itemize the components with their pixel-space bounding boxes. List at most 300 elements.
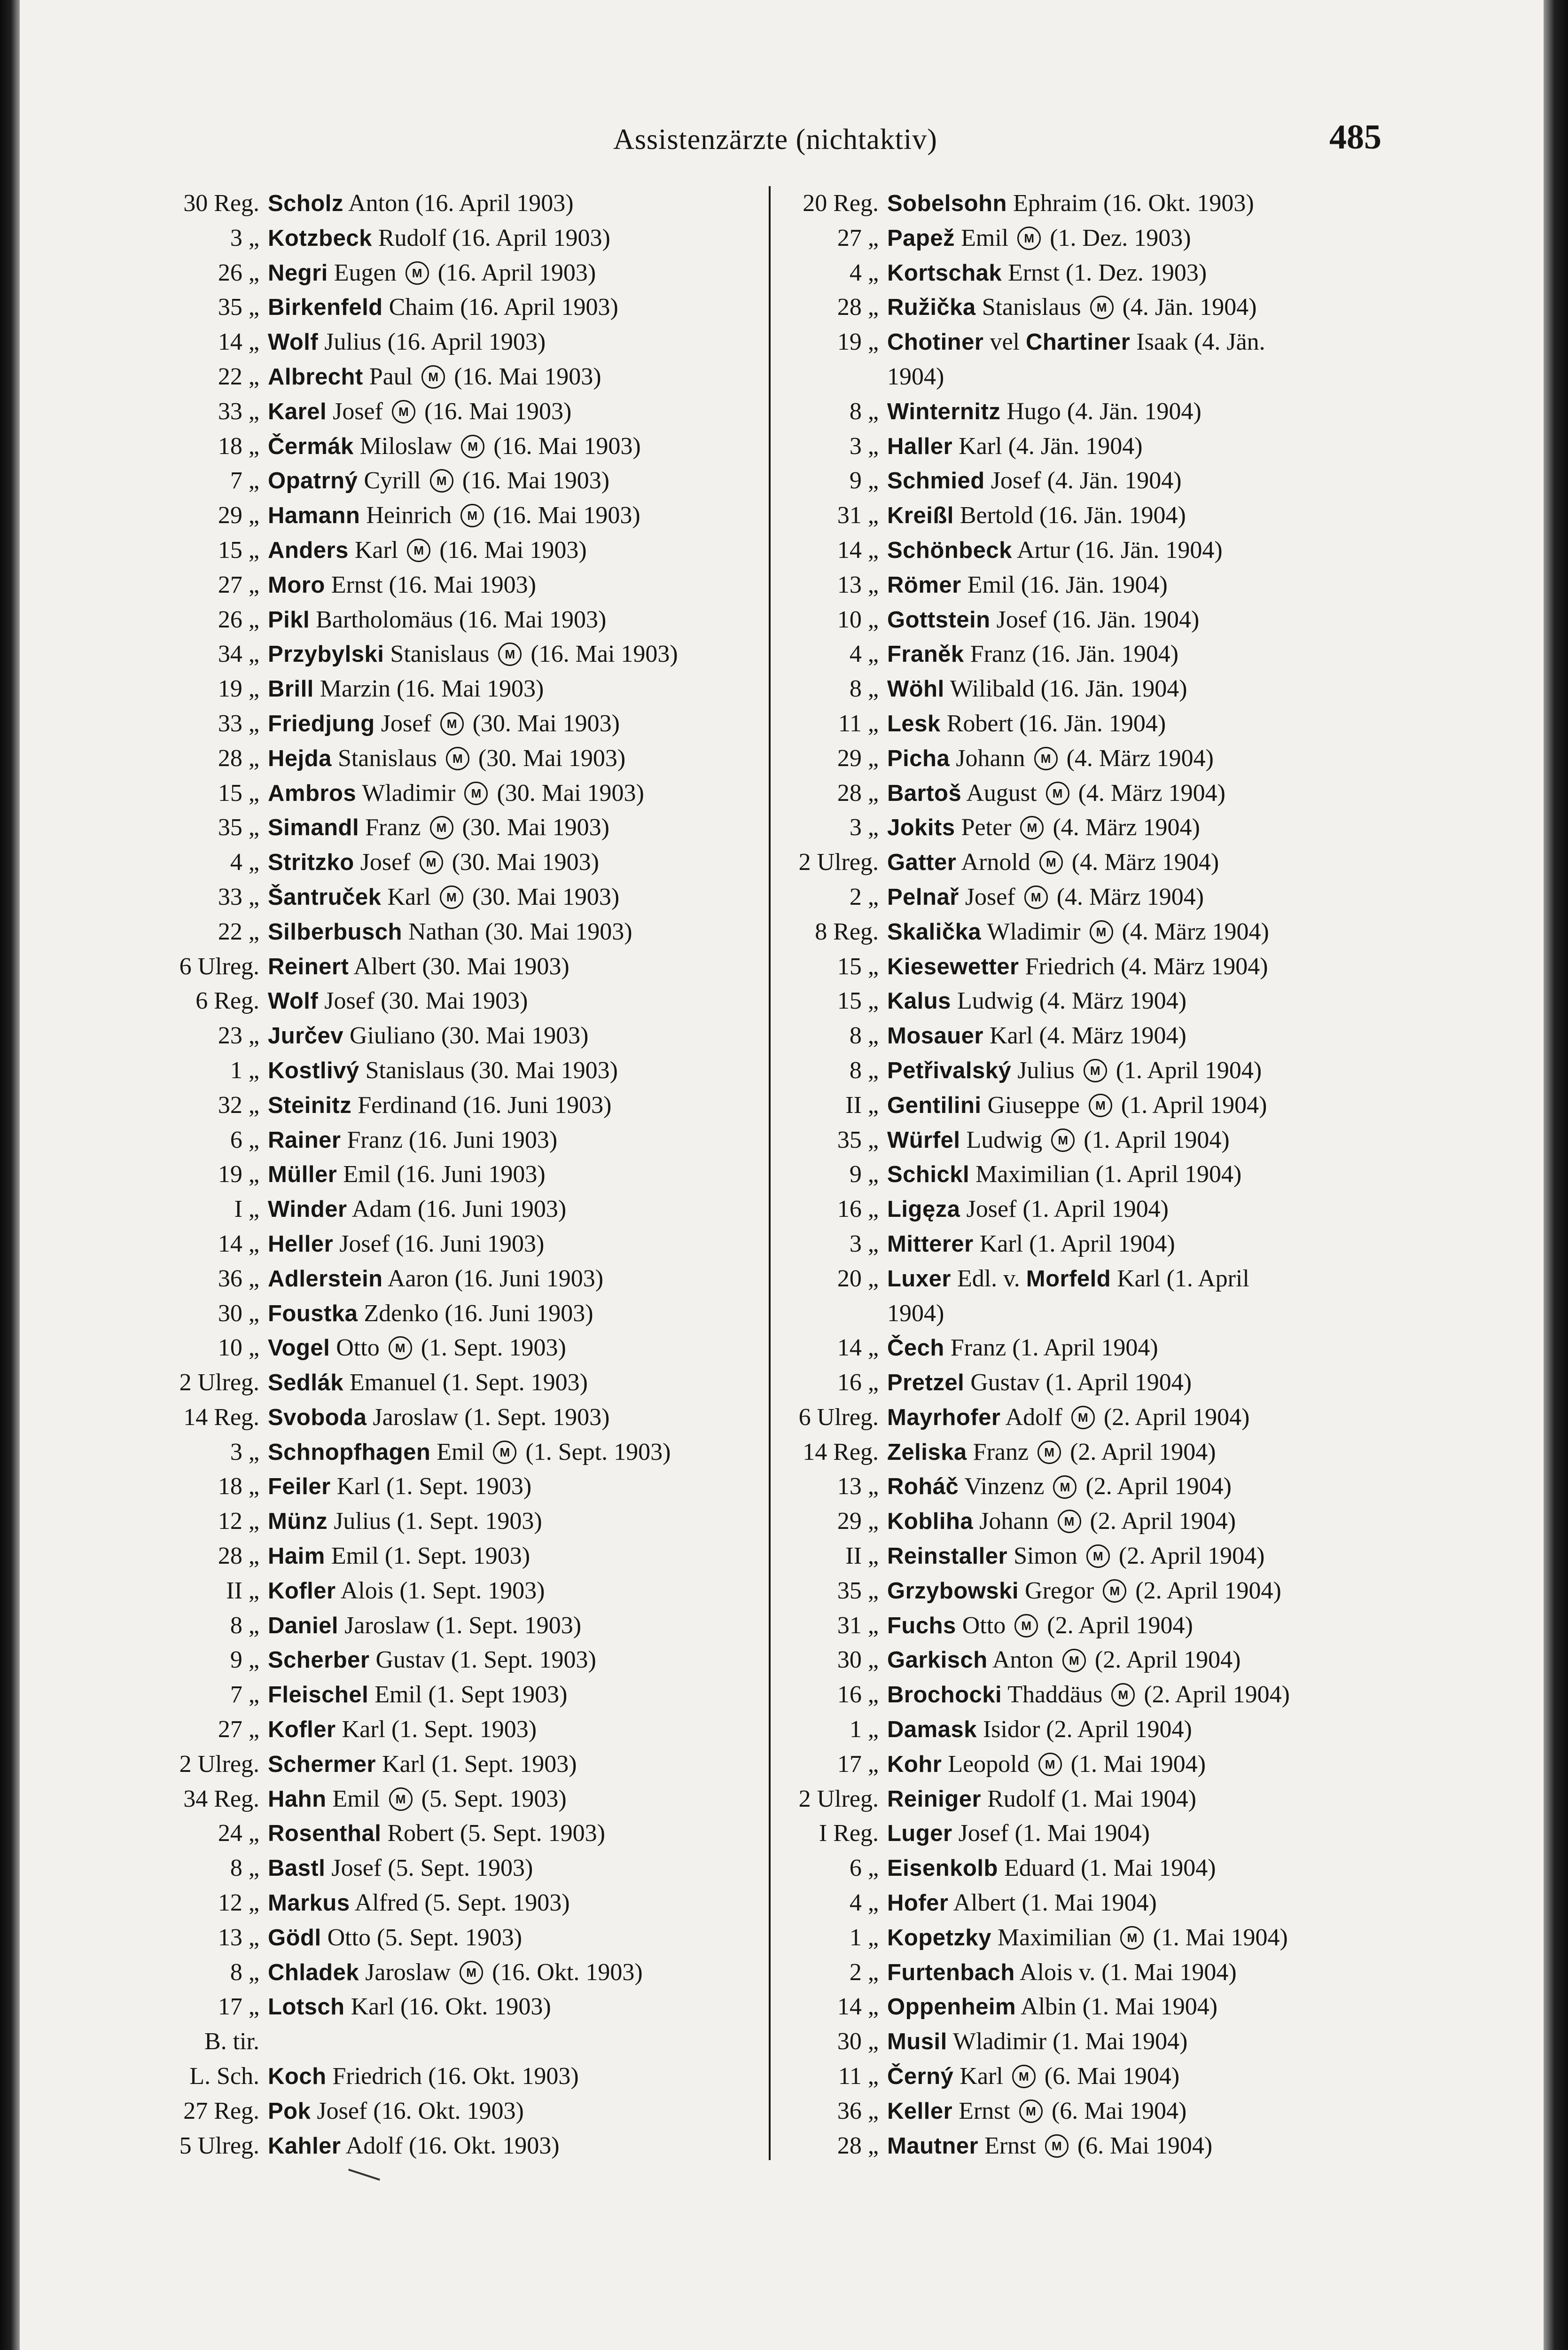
surname: Zeliska bbox=[887, 1439, 967, 1465]
entry-text bbox=[887, 1123, 1230, 1158]
given-name-and-date: Vinzenz bbox=[964, 1473, 1045, 1500]
regiment-label: 14 „ bbox=[837, 1334, 879, 1362]
entry-text bbox=[268, 1088, 611, 1123]
commission-date: (16. Mai 1903) bbox=[424, 398, 572, 425]
surname: Scherber bbox=[268, 1647, 370, 1673]
entry-text bbox=[887, 186, 1254, 221]
surname: Sedlák bbox=[268, 1370, 343, 1396]
regiment-label: 17 „ bbox=[218, 1993, 259, 2021]
surname: Winternitz bbox=[887, 399, 1001, 424]
surname: Jokits bbox=[887, 815, 955, 841]
regiment-label: 20 „ bbox=[837, 1265, 879, 1292]
regiment-label: 8 Reg. bbox=[815, 918, 879, 945]
entry-text bbox=[268, 2094, 524, 2129]
entry-text bbox=[268, 1296, 593, 1332]
surname: Reinstaller bbox=[887, 1543, 1008, 1569]
list-item bbox=[155, 394, 761, 429]
surname: Chladek bbox=[268, 1959, 359, 1985]
given-name-and-date: Emil bbox=[332, 1785, 380, 1812]
entry-text bbox=[887, 2059, 1179, 2094]
entry-text bbox=[268, 1677, 567, 1713]
surname: Birkenfeld bbox=[268, 295, 383, 321]
surname: Ligęza bbox=[887, 1197, 960, 1222]
given-name-and-date: Stanislaus bbox=[390, 641, 490, 668]
entry-text bbox=[887, 1469, 1232, 1504]
surname: Eisenkolb bbox=[887, 1856, 998, 1881]
regiment-label: 6 Ulreg. bbox=[179, 953, 259, 980]
surname: Brochocki bbox=[887, 1682, 1002, 1708]
list-item bbox=[774, 2024, 1381, 2059]
surname: Bartoš bbox=[887, 780, 962, 806]
regiment-label: 3 „ bbox=[849, 1230, 879, 1257]
entry-text bbox=[268, 186, 574, 221]
regiment-label: 19 „ bbox=[837, 329, 879, 356]
surname-alt: Chartiner bbox=[1025, 329, 1131, 355]
regiment-label: 3 „ bbox=[230, 1438, 259, 1465]
commission-date: (4. März 1904) bbox=[1056, 883, 1204, 910]
m-circle-icon: M bbox=[392, 400, 415, 423]
entry-text bbox=[887, 256, 1207, 291]
surname: Albrecht bbox=[268, 364, 363, 390]
right-column bbox=[774, 186, 1381, 2163]
commission-date: (30. Mai 1903) bbox=[462, 814, 609, 841]
regiment-label: 8 „ bbox=[849, 675, 879, 703]
given-name-and-date: Ernst (1. Dez. 1903) bbox=[1008, 259, 1207, 286]
given-name-and-date: Rudolf (1. Mai 1904) bbox=[987, 1785, 1196, 1812]
regiment-label: 35 „ bbox=[218, 294, 259, 321]
commission-date: (16. Mai 1903) bbox=[493, 432, 641, 460]
given-name-and-date: Bartholomäus (16. Mai 1903) bbox=[316, 606, 607, 633]
list-item bbox=[155, 1608, 761, 1643]
surname: Hofer bbox=[887, 1890, 949, 1916]
given-name-and-date: Karl bbox=[960, 2063, 1003, 2090]
m-circle-icon: M bbox=[1111, 1683, 1135, 1707]
surname: Mitterer bbox=[887, 1231, 974, 1257]
regiment-label: 1 „ bbox=[849, 1924, 879, 1951]
given-name-and-date: Karl bbox=[387, 883, 431, 910]
entry-text bbox=[268, 1504, 542, 1539]
surname: Stritzko bbox=[268, 850, 354, 876]
surname: Steinitz bbox=[268, 1092, 352, 1118]
regiment-label: 2 „ bbox=[849, 1958, 879, 1986]
list-item-continuation: 1904) bbox=[887, 1300, 944, 1327]
entry-text bbox=[268, 1955, 643, 1990]
list-item bbox=[155, 1747, 761, 1782]
commission-date: (2. April 1904) bbox=[1047, 1612, 1193, 1639]
entry-text bbox=[887, 741, 1214, 776]
list-item bbox=[155, 2129, 761, 2163]
list-item bbox=[774, 1504, 1381, 1539]
list-item bbox=[155, 1400, 761, 1435]
surname: Gödl bbox=[268, 1925, 321, 1950]
entry-text bbox=[268, 1227, 544, 1262]
regiment-label: 13 „ bbox=[218, 1924, 259, 1951]
list-item bbox=[155, 1782, 761, 1817]
entry-text bbox=[887, 1365, 1192, 1401]
surname: Schnopfhagen bbox=[268, 1439, 431, 1465]
entry-text bbox=[268, 880, 619, 915]
regiment-label: 8 „ bbox=[230, 1958, 259, 1986]
list-item bbox=[155, 325, 761, 360]
commission-date: (2. April 1904) bbox=[1144, 1681, 1290, 1708]
given-name-and-date: Josef bbox=[333, 398, 383, 425]
given-name-and-date: Wladimir (1. Mai 1904) bbox=[952, 2028, 1188, 2055]
regiment-label: 28 „ bbox=[837, 294, 879, 321]
m-circle-icon: M bbox=[1090, 296, 1114, 319]
given-name-and-date: Isaak (4. Jän. bbox=[1136, 329, 1265, 356]
surname: Kofler bbox=[268, 1717, 336, 1743]
regiment-label: 30 „ bbox=[837, 2028, 879, 2055]
list-item bbox=[774, 1088, 1381, 1123]
surname: Ružička bbox=[887, 295, 976, 321]
entry-text bbox=[268, 325, 546, 360]
given-name-and-date: Karl (1. Sept. 1903) bbox=[342, 1716, 537, 1743]
given-name-and-date: Alois v. (1. Mai 1904) bbox=[1019, 1958, 1237, 1986]
surname: Ambros bbox=[268, 780, 357, 806]
surname: Schönbeck bbox=[887, 537, 1012, 563]
list-item bbox=[774, 429, 1381, 464]
list-item bbox=[774, 845, 1381, 880]
list-item bbox=[155, 186, 761, 221]
surname: Petřivalský bbox=[887, 1058, 1012, 1083]
surname: Pelnař bbox=[887, 884, 959, 910]
list-item bbox=[774, 1782, 1381, 1817]
given-name-and-date: Alfred (5. Sept. 1903) bbox=[354, 1889, 570, 1917]
regiment-label: 8 „ bbox=[230, 1855, 259, 1882]
given-name-and-date: Stanislaus bbox=[337, 744, 437, 772]
list-item bbox=[774, 1053, 1381, 1088]
given-name-and-date: Karl (4. Jän. 1904) bbox=[959, 432, 1143, 460]
list-item bbox=[774, 463, 1381, 498]
list-item bbox=[155, 1643, 761, 1677]
regiment-label: 12 „ bbox=[218, 1508, 259, 1535]
commission-date: (1. Dez. 1903) bbox=[1050, 224, 1191, 251]
regiment-label: 14 „ bbox=[218, 329, 259, 356]
regiment-label: 11 „ bbox=[838, 2063, 879, 2090]
regiment-label: 32 „ bbox=[218, 1091, 259, 1119]
commission-date: (16. April 1903) bbox=[437, 259, 596, 286]
regiment-label: 14 Reg. bbox=[803, 1438, 879, 1465]
m-circle-icon: M bbox=[1038, 1753, 1062, 1776]
given-name-and-date: Adam (16. Juni 1903) bbox=[351, 1196, 567, 1223]
list-item bbox=[155, 984, 761, 1018]
commission-date: (2. April 1904) bbox=[1118, 1543, 1265, 1570]
m-circle-icon: M bbox=[430, 469, 453, 493]
surname: Keller bbox=[887, 2098, 953, 2124]
list-item bbox=[155, 1088, 761, 1123]
surname: Friedjung bbox=[268, 711, 375, 736]
m-circle-icon: M bbox=[440, 885, 463, 909]
entry-text bbox=[268, 533, 587, 568]
list-item bbox=[774, 498, 1381, 533]
entry-text bbox=[268, 776, 644, 811]
surname: Daniel bbox=[268, 1613, 339, 1638]
entry-text bbox=[268, 429, 641, 464]
list-item bbox=[774, 1920, 1381, 1955]
given-name-and-date: Franz bbox=[365, 814, 421, 841]
regiment-label: 30 „ bbox=[837, 1646, 879, 1674]
given-name-and-date: Emil (1. Sept. 1903) bbox=[331, 1543, 530, 1570]
given-name-and-date: Albert (30. Mai 1903) bbox=[353, 953, 569, 980]
entry-text bbox=[887, 1539, 1264, 1574]
given-name-and-date: Josef (1. April 1904) bbox=[966, 1196, 1169, 1223]
regiment-label: 12 „ bbox=[218, 1889, 259, 1917]
m-circle-icon: M bbox=[1120, 1926, 1144, 1950]
given-name-and-date: Hugo (4. Jän. 1904) bbox=[1006, 398, 1201, 425]
list-item bbox=[774, 672, 1381, 706]
given-name-and-date: Giuseppe bbox=[987, 1091, 1080, 1119]
list-item bbox=[774, 1886, 1381, 1920]
list-item bbox=[155, 880, 761, 915]
entry-text bbox=[887, 2024, 1187, 2060]
list-item bbox=[155, 741, 761, 776]
surname: Kalus bbox=[887, 988, 951, 1014]
regiment-label: 36 „ bbox=[837, 2097, 879, 2124]
entry-text bbox=[887, 2094, 1186, 2129]
given-name-and-date: Zdenko (16. Juni 1903) bbox=[364, 1300, 593, 1327]
list-item bbox=[155, 1851, 761, 1886]
regiment-label: 30 Reg. bbox=[183, 190, 259, 217]
surname: Luger bbox=[887, 1821, 952, 1847]
given-name-and-date: vel bbox=[990, 329, 1020, 356]
entry-text bbox=[887, 221, 1191, 256]
entry-text bbox=[887, 672, 1187, 707]
given-name-and-date: Jaroslaw (1. Sept. 1903) bbox=[373, 1403, 610, 1431]
list-item bbox=[155, 949, 761, 984]
column-divider bbox=[769, 186, 771, 2160]
entry-text bbox=[887, 1331, 1158, 1366]
surname: Negri bbox=[268, 260, 328, 286]
commission-date: (1. Sept. 1903) bbox=[421, 1334, 566, 1362]
entry-text bbox=[268, 1539, 530, 1574]
list-item bbox=[774, 949, 1381, 984]
given-name-and-date: Wilibald (16. Jän. 1904) bbox=[950, 675, 1187, 703]
regiment-label: 3 „ bbox=[849, 814, 879, 841]
surname: Bastl bbox=[268, 1856, 326, 1881]
surname: Karel bbox=[268, 399, 327, 424]
list-item bbox=[774, 1747, 1381, 1782]
surname: Winder bbox=[268, 1197, 347, 1222]
regiment-label: 30 „ bbox=[218, 1300, 259, 1327]
regiment-label: 16 „ bbox=[837, 1681, 879, 1708]
commission-date: (4. März 1904) bbox=[1078, 779, 1225, 807]
m-circle-icon: M bbox=[460, 504, 484, 527]
scan-edge-left bbox=[0, 0, 20, 2350]
m-circle-icon: M bbox=[1071, 1406, 1095, 1429]
list-item bbox=[155, 845, 761, 880]
given-name-and-date: Ephraim (16. Okt. 1903) bbox=[1013, 190, 1254, 217]
list-item bbox=[774, 1261, 1381, 1296]
surname: Wolf bbox=[268, 329, 319, 355]
surname: Gottstein bbox=[887, 607, 991, 633]
entry-text bbox=[268, 915, 632, 950]
entry-text bbox=[268, 256, 596, 291]
surname: Opatrný bbox=[268, 468, 358, 494]
entry-text bbox=[887, 1192, 1169, 1227]
surname: Haller bbox=[887, 433, 953, 459]
given-name-and-date: Edl. v. bbox=[957, 1265, 1020, 1292]
regiment-label: 15 „ bbox=[218, 779, 259, 807]
m-circle-icon: M bbox=[1058, 1510, 1081, 1533]
entry-text bbox=[268, 360, 601, 395]
given-name-and-date: Karl (1. April bbox=[1117, 1265, 1249, 1292]
regiment-label: I „ bbox=[234, 1196, 259, 1223]
given-name-and-date: Artur (16. Jän. 1904) bbox=[1017, 536, 1223, 564]
given-name-and-date: Anton (16. April 1903) bbox=[348, 190, 574, 217]
list-item bbox=[774, 1123, 1381, 1158]
list-item bbox=[155, 1435, 761, 1470]
entry-text bbox=[887, 810, 1200, 846]
m-circle-icon: M bbox=[420, 851, 443, 874]
regiment-label: 13 „ bbox=[837, 571, 879, 598]
regiment-label: 11 „ bbox=[838, 710, 879, 737]
regiment-label: 10 „ bbox=[218, 1334, 259, 1362]
list-item bbox=[155, 1053, 761, 1088]
entry-text bbox=[887, 498, 1186, 533]
entry-text bbox=[268, 1018, 588, 1054]
entry-text bbox=[887, 568, 1168, 603]
entry-text bbox=[887, 1088, 1267, 1123]
entry-text bbox=[887, 1886, 1157, 1921]
surname: Kobliha bbox=[887, 1509, 974, 1535]
entry-text bbox=[268, 1643, 596, 1678]
commission-date: (30. Mai 1903) bbox=[452, 849, 599, 876]
list-item bbox=[155, 776, 761, 811]
list-item bbox=[774, 1018, 1381, 1053]
m-circle-icon: M bbox=[1020, 816, 1044, 839]
commission-date: (30. Mai 1903) bbox=[472, 883, 620, 910]
list-item bbox=[155, 1920, 761, 1955]
entry-text bbox=[268, 1261, 603, 1297]
m-circle-icon: M bbox=[389, 1336, 412, 1360]
commission-date: (2. April 1904) bbox=[1103, 1403, 1250, 1431]
m-circle-icon: M bbox=[406, 261, 429, 285]
entry-text bbox=[887, 325, 1265, 360]
m-circle-icon: M bbox=[1090, 920, 1113, 944]
given-name-and-date: Johann bbox=[979, 1508, 1049, 1535]
given-name-and-date: Franz (16. Juni 1903) bbox=[347, 1126, 558, 1153]
list-item-continuation: 1904) bbox=[887, 363, 944, 390]
regiment-label: 14 Reg. bbox=[183, 1403, 259, 1431]
given-name-and-date: Miloslaw bbox=[359, 432, 452, 460]
surname: Kopetzky bbox=[887, 1925, 991, 1950]
given-name-and-date: Ernst (16. Mai 1903) bbox=[331, 571, 536, 598]
list-item bbox=[155, 1157, 761, 1192]
entry-text bbox=[268, 845, 599, 880]
surname: Pok bbox=[268, 2098, 311, 2124]
surname: Wöhl bbox=[887, 676, 944, 702]
surname: Pikl bbox=[268, 607, 310, 633]
commission-date: (30. Mai 1903) bbox=[497, 779, 644, 807]
given-name-and-date: Franz (1. April 1904) bbox=[950, 1334, 1158, 1362]
entry-text bbox=[887, 1677, 1290, 1713]
given-name-and-date: Jaroslaw bbox=[365, 1958, 451, 1986]
m-circle-icon: M bbox=[1046, 782, 1069, 805]
surname: Scholz bbox=[268, 191, 343, 216]
regiment-label: 8 „ bbox=[230, 1612, 259, 1639]
list-item bbox=[155, 463, 761, 498]
given-name-and-date: Arnold bbox=[961, 849, 1030, 876]
regiment-label: 14 „ bbox=[837, 536, 879, 564]
surname: Koch bbox=[268, 2064, 327, 2090]
entry-text bbox=[887, 1504, 1236, 1539]
list-item bbox=[155, 1955, 761, 1990]
regiment-label: 15 „ bbox=[218, 536, 259, 564]
commission-date: (16. Mai 1903) bbox=[530, 641, 678, 668]
entry-text bbox=[887, 1782, 1196, 1817]
surname: Damask bbox=[887, 1717, 977, 1743]
list-item bbox=[155, 1886, 761, 1920]
surname: Gentilini bbox=[887, 1092, 982, 1118]
list-item bbox=[774, 290, 1381, 325]
m-circle-icon: M bbox=[1062, 1649, 1086, 1672]
left-column bbox=[155, 186, 761, 2163]
entry-text bbox=[268, 1920, 522, 1956]
entry-text bbox=[887, 1643, 1240, 1678]
given-name-and-date: Karl (1. Sept. 1903) bbox=[336, 1473, 532, 1500]
entry-text bbox=[887, 1053, 1262, 1089]
given-name-and-date: Aaron (16. Juni 1903) bbox=[387, 1265, 604, 1292]
regiment-label: 3 „ bbox=[849, 432, 879, 460]
given-name-and-date: Gregor bbox=[1025, 1577, 1094, 1604]
surname: Kofler bbox=[268, 1578, 336, 1604]
surname: Mayrhofer bbox=[887, 1404, 1001, 1430]
surname: Grzybowski bbox=[887, 1578, 1019, 1604]
given-name-and-date: Friedrich (4. März 1904) bbox=[1025, 953, 1268, 980]
list-item bbox=[774, 1539, 1381, 1574]
given-name-and-date: Josef bbox=[381, 710, 431, 737]
regiment-label: 8 „ bbox=[849, 398, 879, 425]
regiment-label: 13 „ bbox=[837, 1473, 879, 1500]
list-item bbox=[155, 810, 761, 845]
list-item bbox=[774, 2129, 1381, 2163]
list-item bbox=[155, 1539, 761, 1574]
regiment-label: 29 „ bbox=[837, 744, 879, 772]
regiment-label: 29 „ bbox=[218, 502, 259, 529]
m-circle-icon: M bbox=[464, 782, 488, 805]
m-circle-icon: M bbox=[446, 747, 469, 770]
commission-date: (6. Mai 1904) bbox=[1051, 2097, 1187, 2124]
entry-text bbox=[268, 1782, 567, 1817]
entry-text bbox=[887, 1157, 1241, 1192]
surname: Mosauer bbox=[887, 1023, 984, 1049]
surname: Markus bbox=[268, 1890, 350, 1916]
list-item bbox=[774, 706, 1381, 741]
surname: Fuchs bbox=[887, 1613, 956, 1638]
given-name-and-date: Johann bbox=[956, 744, 1025, 772]
given-name-and-date: Emil (16. Juni 1903) bbox=[343, 1161, 546, 1188]
list-item bbox=[774, 1331, 1381, 1365]
given-name-and-date: Karl (4. März 1904) bbox=[990, 1022, 1186, 1050]
surname: Roháč bbox=[887, 1474, 959, 1500]
surname: Garkisch bbox=[887, 1647, 988, 1673]
list-item bbox=[774, 637, 1381, 672]
surname: Kiesewetter bbox=[887, 954, 1019, 979]
given-name-and-date: Isidor (2. April 1904) bbox=[983, 1716, 1192, 1743]
surname: Foustka bbox=[268, 1300, 358, 1326]
entry-text bbox=[268, 1331, 566, 1366]
given-name-and-date: Simon bbox=[1014, 1543, 1077, 1570]
surname: Simandl bbox=[268, 815, 359, 841]
m-circle-icon: M bbox=[498, 642, 522, 666]
list-item bbox=[774, 568, 1381, 603]
surname: Schermer bbox=[268, 1751, 376, 1777]
given-name-and-date: Rudolf (16. April 1903) bbox=[378, 224, 610, 251]
given-name-and-date: Thaddäus bbox=[1007, 1681, 1103, 1708]
commission-date: (16. Okt. 1903) bbox=[492, 1958, 643, 1986]
entry-text bbox=[887, 1851, 1216, 1886]
list-item bbox=[155, 1504, 761, 1539]
